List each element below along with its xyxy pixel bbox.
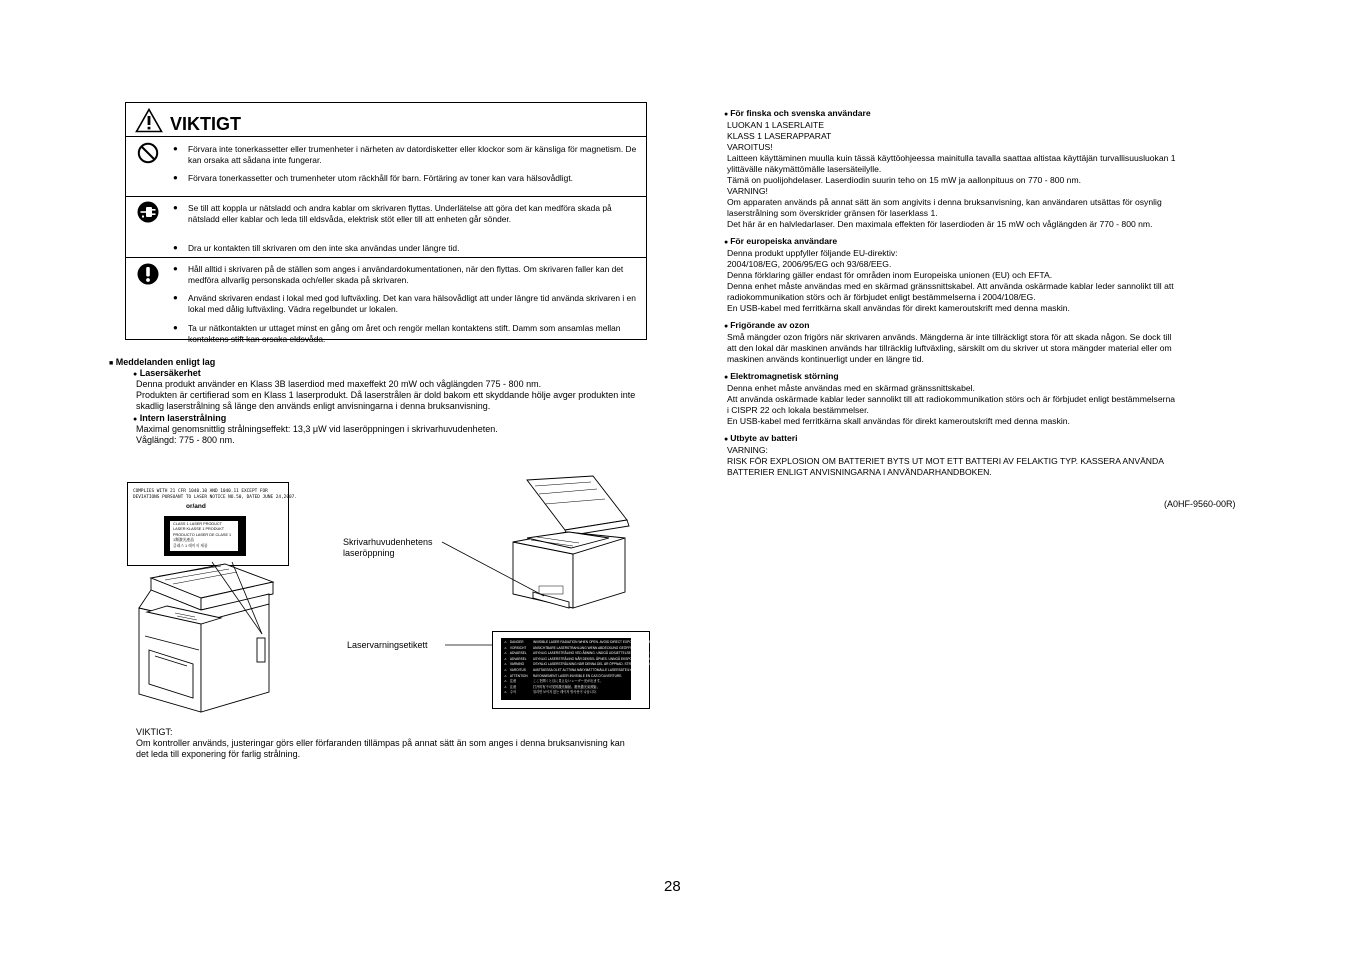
document-code: (A0HF-9560-00R) [1164, 499, 1236, 509]
bullet-icon: ● [724, 374, 731, 381]
right-section-line: VAROITUS! [727, 142, 773, 152]
right-section-line: 2004/108/EG, 2006/95/EG och 93/68/EEG. [727, 259, 892, 269]
page-number: 28 [664, 878, 681, 895]
laser-warning-tag: DANGER [509, 640, 524, 644]
right-section-line: Laitteen käyttäminen muulla kuin tässä käyttöohjeessa mainitulla tavalla saattaa altistaa käyttäjän turvallisuusluokan 1 [727, 153, 1176, 163]
right-section-line: i CISPR 22 och lokala bestämmelser. [727, 405, 869, 415]
right-section-line: att den lokal där maskinen används har tillräcklig luftväxling, särskilt om du skriver ut stora mängder material eller om [727, 343, 1172, 353]
warning-row [126, 258, 646, 342]
hazard-icon: ⚠ [504, 684, 507, 689]
laser-warning-row [504, 690, 628, 696]
or-and-text: or/and [186, 503, 206, 510]
warning-item: ● Se till att koppla ur nätsladd och andra kablar om skrivaren flyttas. Underlätelse att göra det kan medföra skada på nätsladd eller kablar och leda till eldsvåda, elektrisk stöt eller till att enheten går sönder. [188, 203, 638, 224]
viktigt-note: VIKTIGT: Om kontroller används, justeringar görs eller förfaranden tillämpas på annat sätt än som anges i denna bruksanvisning kan det leda till exponering för farlig strålning. [136, 727, 625, 759]
right-section-line: BATTERIER ENLIGT ANVISNINGARNA I ANVÄNDARHANDBOKEN. [727, 467, 992, 477]
right-section-line: Denna förklaring gäller endast för områden inom Europeiska unionen (EU) och EFTA. [727, 270, 1053, 280]
class1-label [164, 516, 246, 556]
bullet-icon: ● [133, 371, 138, 378]
right-section-heading: ● Utbyte av batteri [724, 433, 798, 443]
right-section-line: VARNING: [727, 445, 768, 455]
unplug-icon [137, 201, 159, 223]
regulatory-heading: ■ Meddelanden enligt lag [109, 357, 216, 367]
laser-warning-text: UNSICHTBARE LASERSTRAHLUNG WENN ABDECKUNG GEÖFFNET. [532, 645, 637, 650]
internal-laser-text: Maximal genomsnittlig strålningseffekt: 13,3 μW vid laseröppningen i skrivarhuvudenheten. Våglängd: 775 - 800 nm. [136, 424, 498, 445]
laser-warning-tag: VARNING [509, 662, 525, 667]
right-section-line: Denna enhet måste användas med en skärmad gränssnittskabel. [727, 383, 975, 393]
right-section-line: En USB-kabel med ferritkärna skall användas för direkt kameroutskrift med denna maskin. [727, 303, 1070, 313]
warning-header [126, 103, 646, 137]
laser-warning-text: OSYNLIG LASERSTRÅLNING NÄR DENNA DEL ÄR ÖPPNAD. STRÅLEN ÄR FARLIG. [532, 662, 658, 667]
laser-warning-text: RAYONNEMENT LASER INVISIBLE EN CAS D'OUVERTURE. [532, 673, 623, 678]
hazard-icon: ⚠ [504, 656, 507, 661]
right-section-line: Att använda oskärmade kablar leder sannolikt till att radiokommunikation störs och är förbjudet enligt bestämmelserna [727, 394, 1176, 404]
right-section-line: KLASS 1 LASERAPPARAT [727, 131, 832, 141]
exclamation-icon [137, 263, 159, 285]
right-section [724, 371, 1239, 427]
laser-warning-rows [504, 640, 669, 696]
warning-item: ● Förvara tonerkassetter och trumenheter utom räckhåll för barn. Förtäring av toner kan vara hälsovådligt. [188, 173, 638, 184]
hazard-icon: ⚠ [504, 673, 507, 678]
laser-warning-tag: ADVARSEL [509, 651, 527, 656]
laser-warning-tag: ATTENTION [509, 673, 528, 678]
laser-warning-tag: 注意 [509, 684, 517, 689]
right-section-line: ylittävälle näkymättömälle lasersäteilylle. [727, 164, 882, 174]
laser-warning-label [492, 631, 669, 709]
right-section-heading: ● För europeiska användare [724, 236, 838, 246]
laser-safety-heading: ● Lasersäkerhet [133, 368, 201, 378]
right-column [724, 108, 1239, 478]
warning-box [125, 102, 647, 344]
warning-item: ● Dra ur kontakten till skrivaren om den inte ska användas under längre tid. [188, 243, 638, 254]
laser-warning-tag: 주의 [509, 690, 517, 695]
warning-row [126, 137, 646, 197]
warning-title: VIKTIGT [170, 114, 241, 134]
laser-warning-text: USYNLIG LASERSTRÅLING VED ÅBNING. UNDGÅ UDSÆTTELSE FOR STRÅLING. [532, 651, 657, 656]
right-section-line: maskinen används kontinuerligt under en längre tid. [727, 354, 924, 364]
right-section-line: Denna enhet måste användas med en skärmad gränssnittskabel. Att använda oskärmade kablar leder sannolikt till att [727, 281, 1174, 291]
hazard-icon: ⚠ [504, 679, 507, 684]
aperture-leader-line [440, 540, 550, 600]
hazard-icon: ⚠ [504, 640, 507, 644]
right-section-line: Denna produkt uppfyller följande EU-direktiv: [727, 248, 898, 258]
right-section-line: Tämä on puolijohdelaser. Laserdiodin suurin teho on 15 mW ja aallonpituus on 770 - 800 nm. [727, 175, 1081, 185]
compliance-label [127, 482, 297, 566]
laser-warning-text: 打开时有不可见的激光辐射。避免激光束照射。 [532, 684, 600, 689]
right-section-heading: ● Frigörande av ozon [724, 320, 810, 330]
warning-item: ● Ta ur nätkontakten ur uttaget minst en gång om året och rengör mellan kontaktens stift. Damm som ansamlas mellan kontaktens stift kan orsaka eldsvåda. [188, 323, 638, 344]
right-section [724, 433, 1239, 478]
internal-laser-heading: ● Intern laserstrålning [133, 413, 227, 423]
label-callout-line [445, 640, 495, 650]
laser-warning-text: ここを開くと目に見えないレーザー光が出ます。 [532, 679, 603, 684]
square-bullet-icon: ■ [109, 360, 114, 367]
bullet-icon: ● [724, 323, 731, 330]
right-section [724, 108, 1239, 230]
warning-item: ● Håll alltid i skrivaren på de ställen som anges i användardokumentationen, när den flyttas. Om skrivaren faller kan det medföra allvarlig personskada och/eller skada på skrivaren. [188, 264, 638, 285]
hazard-icon: ⚠ [504, 651, 507, 656]
right-section-line: laserstrålning som överskrider gränsen för laserklass 1. [727, 208, 938, 218]
laser-warning-tag: VAROITUS [509, 667, 526, 672]
bullet-icon: ● [133, 416, 138, 423]
right-section-heading: ● Elektromagnetisk störning [724, 371, 839, 381]
right-section-line: Det här är en halvledarlaser. Den maximala effekten för laserdioden är 15 mW och våglängden är 770 - 800 nm. [727, 219, 1153, 229]
warning-triangle-icon [135, 108, 163, 133]
laser-warning-tag: VORSICHT [509, 645, 527, 650]
compliance-text: COMPLIES WITH 21 CFR 1040.10 AND 1040.11 EXCEPT FOR DEVIATIONS PURSUANT TO LASER NOTICE NO.50, DATED JUNE 24,2007. [133, 489, 297, 500]
right-section-line: Om apparaten används på annat sätt än som angivits i denna bruksanvisning, kan användaren utsättas för osynlig [727, 197, 1162, 207]
hazard-icon: ⚠ [504, 667, 507, 672]
laser-warning-text: AVATTAESSA OLET ALTTIINA NÄKYMÄTTÖMÄLLE LASERSÄTEILYLLE. [532, 667, 639, 672]
prohibition-icon [137, 142, 159, 164]
laser-warning-text: 열리면 보이지 않는 레이저 방사선이 나옵니다. [532, 690, 597, 695]
hazard-icon: ⚠ [504, 662, 507, 667]
warning-row [126, 197, 646, 258]
laser-warning-tag: ADVARSEL [509, 656, 527, 661]
laser-safety-text: Denna produkt använder en Klass 3B laserdiod med maxeffekt 20 mW och våglängden 775 - 800 nm. Produkten är certifierad som en Klass 1 laserprodukt. Då laserstrålen är dold bakom ett skyddande hölje avger produkten inte skadlig laserstrålning så länge den används enligt anvisningarna i denna bruksanvisning. [136, 379, 636, 411]
right-section [724, 236, 1239, 314]
hazard-icon: ⚠ [504, 645, 507, 650]
bullet-icon: ● [724, 436, 731, 443]
right-section-line: radiokommunikation störs och är förbjudet enligt bestämmelserna i 2004/108/EG. [727, 292, 1036, 302]
callout-aperture: Skrivarhuvudenhetens laseröppning [343, 537, 433, 558]
hazard-icon: ⚠ [504, 690, 507, 695]
laser-warning-label-body [501, 638, 669, 700]
right-section-line: RISK FÖR EXPLOSION OM BATTERIET BYTS UT MOT ETT BATTERI AV FELAKTIG TYP. KASSERA ANVÄNDA [727, 456, 1164, 466]
label-leader-line [210, 560, 270, 640]
bullet-icon: ● [724, 239, 731, 246]
callout-label: Laservarningsetikett [347, 640, 428, 650]
right-section-line: LUOKAN 1 LASERLAITE [727, 120, 824, 130]
right-section-line: VARNING! [727, 186, 768, 196]
warning-item: ● Förvara inte tonerkassetter eller trumenheter i närheten av datordisketter eller klockor som är känsliga för magnetism. De kan orsaka att sådana inte fungerar. [188, 144, 638, 165]
bullet-icon: ● [724, 111, 731, 118]
right-section-heading: ● För finska och svenska användare [724, 108, 871, 118]
warning-item: ● Använd skrivaren endast i lokal med god luftväxling. Det kan vara hälsovådligt att under längre tid använda skrivaren i en lokal med dålig luftväxling. Vädra regelbundet ur lokalen. [188, 293, 638, 314]
right-section-line: En USB-kabel med ferritkärna skall användas för direkt kameroutskrift med denna maskin. [727, 416, 1070, 426]
right-section-line: Små mängder ozon frigörs när skrivaren används. Mängderna är inte tillräckligt stora för att skada någon. Se dock till [727, 332, 1172, 342]
laser-warning-tag: 注意 [509, 679, 517, 684]
class1-label-text: CLASS 1 LASER PRODUCT LASER KLASSE 1 PRODUKT PRODUCTO LASER DE CLASE 1 1類激光產品 클래스 1 레이저 제품 [170, 521, 238, 551]
laser-warning-text: USYNLIG LASERSTRÅLING NÅR DEKSEL ÅPNES. UNNGÅ EKSPONERING FOR STRÅLEN. [532, 656, 669, 661]
laser-warning-text: INVISIBLE LASER RADIATION WHEN OPEN. AVOID DIRECT EXPOSURE TO BEAM. [532, 640, 657, 644]
right-section [724, 320, 1239, 365]
